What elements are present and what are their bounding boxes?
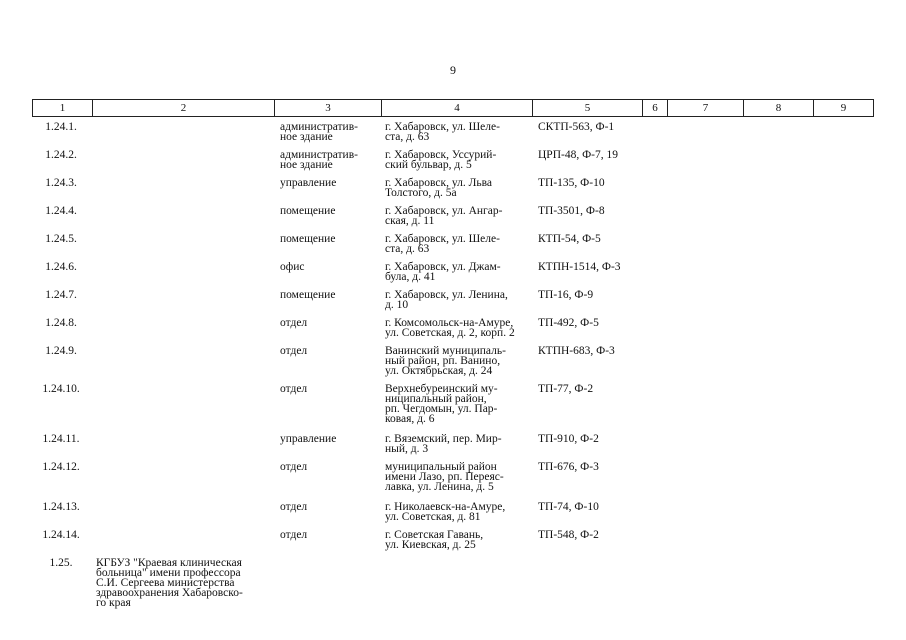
row-number: 1.24.8.: [45, 317, 77, 329]
substation-feeder: КТП-54, Ф-5: [538, 233, 601, 245]
row-number: 1.25.: [49, 557, 73, 569]
column-header-9: 9: [814, 100, 874, 117]
substation-feeder: ЦРП-48, Ф-7, 19: [538, 149, 619, 161]
object-type: помещение: [280, 205, 336, 217]
column-header-3: 3: [275, 100, 382, 117]
object-address: г. Хабаровск, ул. Ленина, д. 10: [385, 289, 508, 311]
substation-feeder: ТП-3501, Ф-8: [538, 205, 605, 217]
substation-feeder: СКТП-563, Ф-1: [538, 121, 615, 133]
row-number: 1.24.2.: [45, 149, 77, 161]
row-number: 1.24.14.: [42, 529, 80, 541]
row-number: 1.24.10.: [42, 383, 80, 395]
substation-feeder: ТП-676, Ф-3: [538, 461, 599, 473]
object-address: муниципальный район имени Лазо, рп. Переяс- лавка, ул. Ленина, д. 5: [385, 461, 504, 493]
object-type: отдел: [280, 345, 308, 357]
row-number: 1.24.5.: [45, 233, 77, 245]
object-type: помещение: [280, 289, 336, 301]
substation-feeder: ТП-74, Ф-10: [538, 501, 599, 513]
column-header-table: [32, 99, 874, 117]
substation-feeder: КТПН-683, Ф-3: [538, 345, 615, 357]
substation-feeder: ТП-135, Ф-10: [538, 177, 605, 189]
column-header-6: 6: [643, 100, 668, 117]
row-number: 1.24.9.: [45, 345, 77, 357]
substation-feeder: ТП-492, Ф-5: [538, 317, 599, 329]
object-address: г. Хабаровск, ул. Шеле- ста, д. 63: [385, 121, 500, 143]
column-header-5: 5: [533, 100, 643, 117]
row-number: 1.24.12.: [42, 461, 80, 473]
row-number: 1.24.7.: [45, 289, 77, 301]
column-header-4: 4: [382, 100, 533, 117]
object-type: офис: [280, 261, 305, 273]
column-header-8: 8: [744, 100, 814, 117]
object-address: г. Комсомольск-на-Амуре, ул. Советская, д. 2, корп. 2: [385, 317, 515, 339]
object-address: г. Хабаровск, ул. Льва Толстого, д. 5а: [385, 177, 492, 199]
row-number: 1.24.6.: [45, 261, 77, 273]
page-number: 9: [450, 63, 456, 77]
object-type: отдел: [280, 383, 308, 395]
substation-feeder: КТПН-1514, Ф-3: [538, 261, 621, 273]
column-header-1: 1: [33, 100, 93, 117]
substation-feeder: ТП-77, Ф-2: [538, 383, 594, 395]
object-type: отдел: [280, 461, 308, 473]
object-type: отдел: [280, 529, 308, 541]
object-type: управление: [280, 433, 337, 445]
substation-feeder: ТП-548, Ф-2: [538, 529, 599, 541]
object-address: г. Хабаровск, Уссурий- ский бульвар, д. 5: [385, 149, 497, 171]
object-type: управление: [280, 177, 337, 189]
row-number: 1.24.4.: [45, 205, 77, 217]
object-address: Ванинский муниципаль- ный район, рп. Ванино, ул. Октябрьская, д. 24: [385, 345, 506, 377]
row-number: 1.24.3.: [45, 177, 77, 189]
object-address: г. Николаевск-на-Амуре, ул. Советская, д. 81: [385, 501, 506, 523]
object-address: г. Хабаровск, ул. Джам- була, д. 41: [385, 261, 501, 283]
column-header-row: [33, 100, 874, 117]
row-number: 1.24.1.: [45, 121, 77, 133]
row-number: 1.24.13.: [42, 501, 80, 513]
column-header-7: 7: [668, 100, 744, 117]
object-type: отдел: [280, 317, 308, 329]
object-address: Верхнебуреинский му- ниципальный район, рп. Чегдомын, ул. Пар- ковая, д. 6: [385, 383, 498, 425]
object-address: г. Хабаровск, ул. Ангар- ская, д. 11: [385, 205, 503, 227]
object-type: помещение: [280, 233, 336, 245]
column-header-2: 2: [93, 100, 275, 117]
substation-feeder: ТП-16, Ф-9: [538, 289, 594, 301]
row-number: 1.24.11.: [42, 433, 80, 445]
object-type: отдел: [280, 501, 308, 513]
object-address: г. Советская Гавань, ул. Киевская, д. 25: [385, 529, 484, 551]
object-type: административ- ное здание: [280, 121, 358, 143]
object-address: г. Вяземский, пер. Мир- ный, д. 3: [385, 433, 502, 455]
organization-name: КГБУЗ "Краевая клиническая больница" имени профессора С.И. Сергеева министерства здравоохранения Хабаровско- го края: [96, 557, 243, 609]
substation-feeder: ТП-910, Ф-2: [538, 433, 599, 445]
object-address: г. Хабаровск, ул. Шеле- ста, д. 63: [385, 233, 500, 255]
object-type: административ- ное здание: [280, 149, 358, 171]
